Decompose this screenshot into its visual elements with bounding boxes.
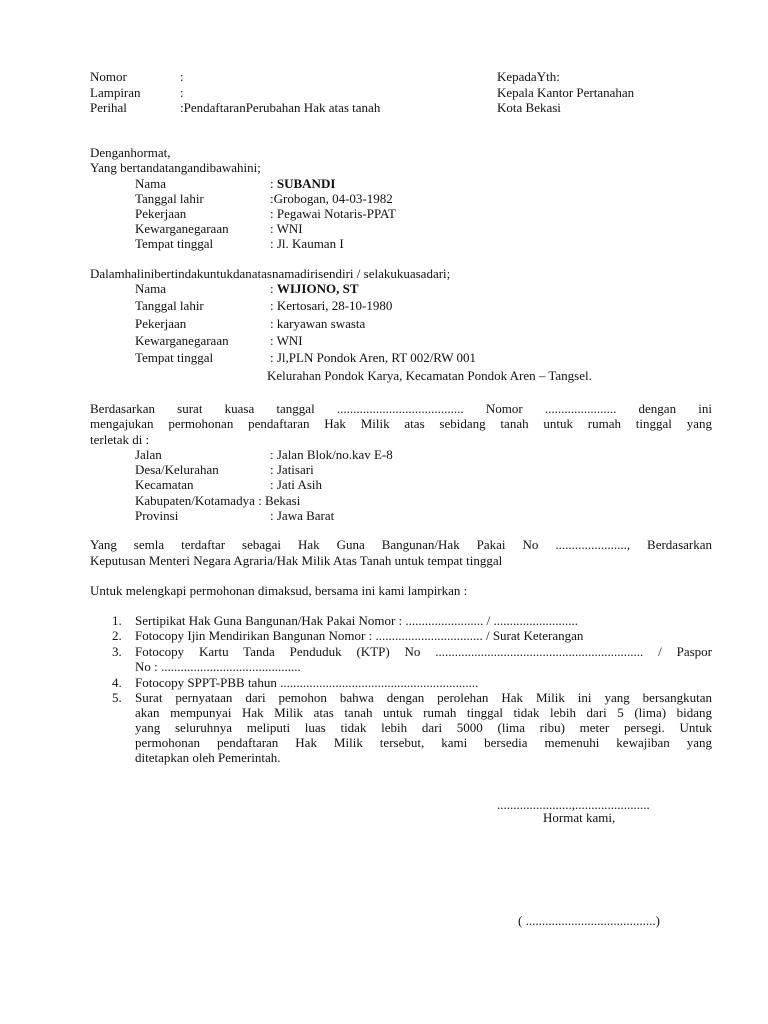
province-label: Provinsi bbox=[135, 508, 179, 523]
paragraph-1-line-1: Berdasarkan surat kuasa tanggal ....................................... Nomor ...................... dengan ini bbox=[90, 401, 712, 416]
person1-dob-label: Tanggal lahir bbox=[135, 191, 204, 206]
list-item-number: 4. bbox=[112, 675, 122, 690]
closing-regards: Hormat kami, bbox=[543, 810, 616, 825]
person2-address-label: Tempat tinggal bbox=[135, 350, 214, 365]
lampiran-value: : bbox=[180, 85, 184, 100]
person1-dob-value: :Grobogan, 04-03-1982 bbox=[270, 191, 393, 206]
acting-statement: Dalamhalinibertindakuntukdanatasnamadirisendiri / selakukuasadari; bbox=[90, 266, 451, 281]
person1-name: SUBANDI bbox=[276, 176, 336, 191]
person1-citizenship-value: : WNI bbox=[270, 221, 303, 236]
regency-label: Kabupaten/Kotamadya bbox=[135, 493, 255, 508]
place-date-line: .......................,....................... bbox=[497, 797, 650, 812]
person2-job-value: : karyawan swasta bbox=[270, 316, 366, 331]
person2-dob-value: : Kertosari, 28-10-1980 bbox=[270, 298, 393, 313]
list-item-number: 1. bbox=[112, 613, 122, 628]
list-item-continuation: yang seluruhnya meliputi luas tidak lebih dari 5000 (lima ribu) meter persegi. Untuk bbox=[135, 720, 712, 735]
person1-job-value: : Pegawai Notaris-PPAT bbox=[270, 206, 396, 221]
list-item-continuation: No : ........................................... bbox=[135, 659, 301, 674]
list-item: Fotocopy Kartu Tanda Penduduk (KTP) No ................................................................ / Paspor bbox=[135, 644, 712, 659]
person2-citizenship-value: : WNI bbox=[270, 333, 303, 348]
list-item: Surat pernyataan dari pemohon bahwa dengan perolehan Hak Milik ini yang bersangkutan bbox=[135, 690, 712, 705]
person2-dob-label: Tanggal lahir bbox=[135, 298, 204, 313]
signature-line: ( ........................................) bbox=[518, 913, 660, 928]
paragraph-1-line-3: terletak di : bbox=[90, 432, 150, 447]
nomor-label: Nomor bbox=[90, 69, 127, 84]
person2-address-line-2: Kelurahan Pondok Karya, Kecamatan Pondok Aren – Tangsel. bbox=[267, 368, 592, 383]
person1-address-value: : Jl. Kauman I bbox=[270, 236, 344, 251]
list-item: Fotocopy SPPT-PBB tahun ............................................................. bbox=[135, 675, 479, 690]
street-label: Jalan bbox=[135, 447, 162, 462]
person2-name-label: Nama bbox=[135, 281, 167, 296]
recipient-line-2: Kepala Kantor Pertanahan bbox=[497, 85, 635, 100]
district-value: : Jati Asih bbox=[270, 477, 323, 492]
village-label: Desa/Kelurahan bbox=[135, 462, 219, 477]
intro-text: Yang bertandatangandibawahini; bbox=[90, 160, 261, 175]
person1-citizenship-label: Kewarganegaraan bbox=[135, 221, 229, 236]
district-label: Kecamatan bbox=[135, 477, 194, 492]
regency-line bbox=[135, 493, 300, 508]
list-item: Sertipikat Hak Guna Bangunan/Hak Pakai Nomor : ........................ / .......................... bbox=[135, 613, 579, 628]
paragraph-1-line-2: mengajukan permohonan pendaftaran Hak Milik atas sebidang tanah untuk rumah tinggal yang bbox=[90, 416, 712, 431]
list-item-number: 2. bbox=[112, 628, 122, 643]
person1-name-value: : SUBANDI bbox=[270, 176, 336, 191]
paragraph-2-line-2: Keputusan Menteri Negara Agraria/Hak Milik Atas Tanah untuk tempat tinggal bbox=[90, 553, 503, 568]
perihal-value: :PendaftaranPerubahan Hak atas tanah bbox=[180, 100, 381, 115]
lampiran-label: Lampiran bbox=[90, 85, 141, 100]
paragraph-2-line-1: Yang semla terdaftar sebagai Hak Guna Bangunan/Hak Pakai No ......................, Berdasarkan bbox=[90, 537, 712, 552]
village-value: : Jatisari bbox=[270, 462, 314, 477]
paragraph-3: Untuk melengkapi permohonan dimaksud, bersama ini kami lampirkan : bbox=[90, 583, 468, 598]
person2-name: WIJIONO, ST bbox=[276, 281, 359, 296]
person1-name-label: Nama bbox=[135, 176, 167, 191]
list-item-continuation: ditetapkan oleh Pemerintah. bbox=[135, 750, 281, 765]
person2-citizenship-label: Kewarganegaraan bbox=[135, 333, 229, 348]
greeting: Denganhormat, bbox=[90, 145, 171, 160]
person2-address-value: : Jl,PLN Pondok Aren, RT 002/RW 001 bbox=[270, 350, 477, 365]
person2-name-value: : WIJIONO, ST bbox=[270, 281, 359, 296]
list-item-number: 3. bbox=[112, 644, 122, 659]
list-item-continuation: permohonan pendaftaran Hak Milik tersebut, kami bersedia memenuhi kewajiban yang bbox=[135, 735, 712, 750]
street-value: : Jalan Blok/no.kav E-8 bbox=[270, 447, 393, 462]
person1-job-label: Pekerjaan bbox=[135, 206, 187, 221]
province-value: : Jawa Barat bbox=[270, 508, 335, 523]
regency-value: : Bekasi bbox=[258, 493, 301, 508]
list-item-number: 5. bbox=[112, 690, 122, 705]
nomor-value: : bbox=[180, 69, 184, 84]
person1-address-label: Tempat tinggal bbox=[135, 236, 214, 251]
list-item: Fotocopy Ijin Mendirikan Bangunan Nomor : ................................. / Surat Keterangan bbox=[135, 628, 584, 643]
recipient-line-3: Kota Bekasi bbox=[497, 100, 561, 115]
perihal-label: Perihal bbox=[90, 100, 127, 115]
person2-job-label: Pekerjaan bbox=[135, 316, 187, 331]
list-item-continuation: akan mempunyai Hak Milik atas tanah untuk rumah tinggal tidak lebih dari 5 (lima) bidang bbox=[135, 705, 712, 720]
recipient-line-1: KepadaYth: bbox=[497, 69, 560, 84]
